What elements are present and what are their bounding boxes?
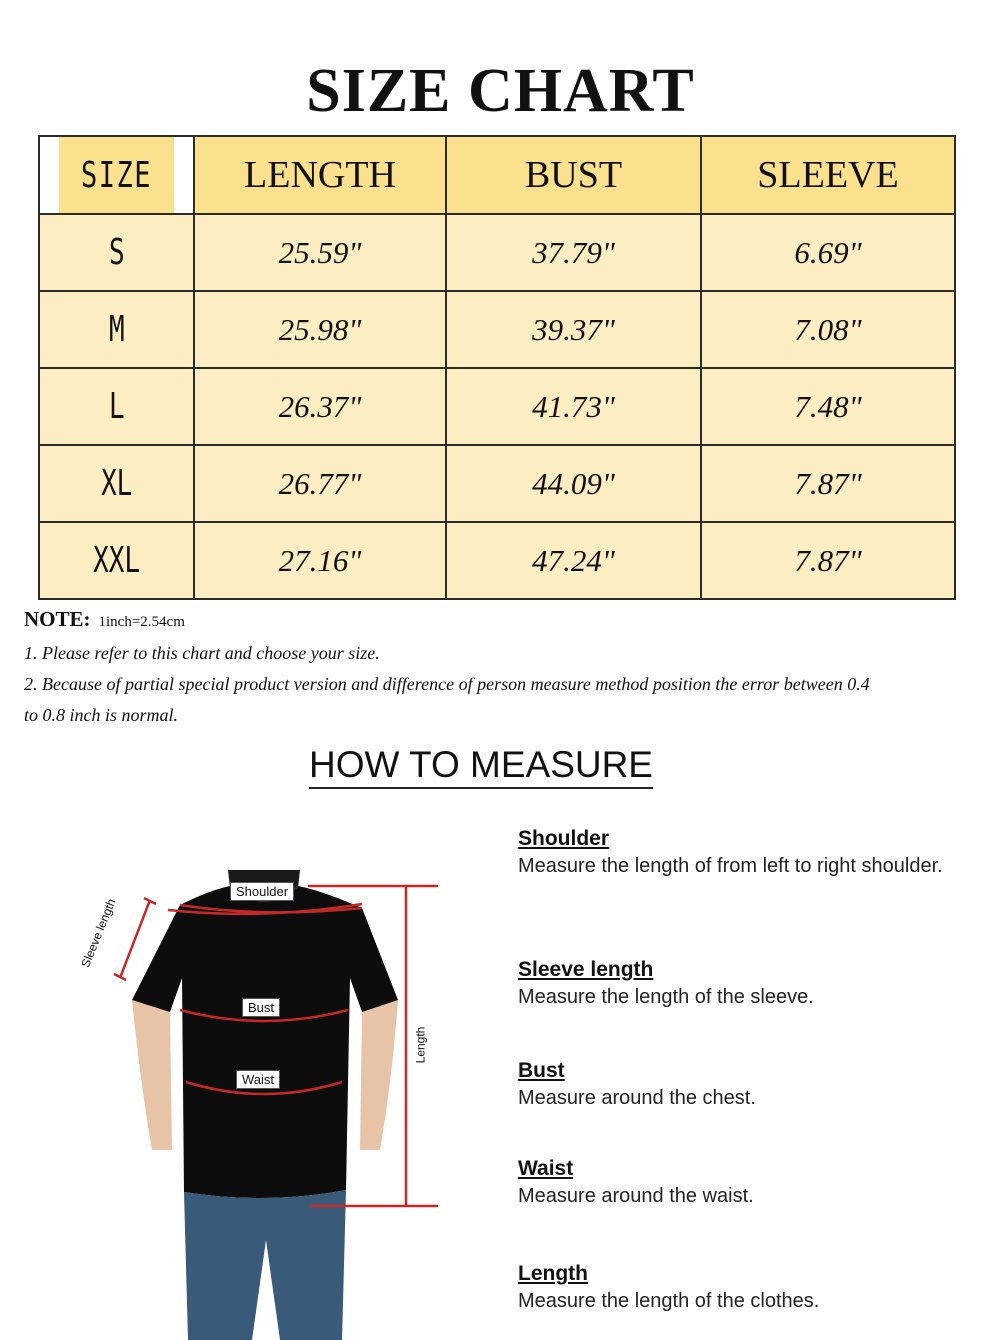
length-cell: 26.37" (194, 368, 446, 445)
definition-title: Bust (518, 1059, 565, 1082)
figure-label-bust: Bust (242, 998, 280, 1017)
definition-title: Shoulder (518, 827, 610, 850)
note-line-2: 2. Because of partial special product version and difference of person measure method position the error between 0.4 to 0.8 inch is normal. (24, 674, 870, 725)
sleeve-cell: 6.69" (701, 214, 955, 291)
bust-cell: 44.09" (446, 445, 701, 522)
definition-text: Measure the length of from left to right shoulder. (518, 855, 943, 877)
header-sleeve: SLEEVE (701, 136, 955, 214)
figure-label-shoulder: Shoulder (230, 882, 294, 901)
figure-label-waist: Waist (236, 1070, 280, 1089)
definition-sleeve-length (518, 957, 958, 1058)
table-row (39, 445, 955, 522)
header-length: LENGTH (194, 136, 446, 214)
sleeve-cell: 7.48" (701, 368, 955, 445)
definition-text: Measure around the waist. (518, 1185, 754, 1207)
bust-cell: 39.37" (446, 291, 701, 368)
length-cell: 25.98" (194, 291, 446, 368)
figure-label-sleeve: Sleeve length (78, 896, 119, 970)
sleeve-cell: 7.87" (701, 522, 955, 599)
note-unit: 1inch=2.54cm (98, 614, 185, 630)
size-cell: S (39, 214, 194, 291)
bust-cell: 47.24" (446, 522, 701, 599)
size-cell: L (39, 368, 194, 445)
note-line-1: 1. Please refer to this chart and choose your size. (24, 643, 380, 663)
note-section (24, 604, 884, 731)
tshirt-illustration (80, 860, 460, 1340)
length-cell: 26.77" (194, 445, 446, 522)
definition-title: Waist (518, 1157, 574, 1180)
size-cell: XL (39, 445, 194, 522)
size-cell: M (39, 291, 194, 368)
table-row (39, 368, 955, 445)
table-row (39, 522, 955, 599)
size-cell: XXL (39, 522, 194, 599)
table-row (39, 291, 955, 368)
bust-cell: 37.79" (446, 214, 701, 291)
length-cell: 27.16" (194, 522, 446, 599)
definition-text: Measure around the chest. (518, 1087, 756, 1109)
size-table (38, 135, 956, 600)
bust-cell: 41.73" (446, 368, 701, 445)
header-bust: BUST (446, 136, 701, 214)
definition-text: Measure the length of the sleeve. (518, 986, 814, 1008)
page-title: SIZE CHART (306, 57, 695, 125)
note-label: NOTE: (24, 607, 91, 631)
definition-title: Sleeve length (518, 958, 654, 981)
header-size: SIZE (58, 136, 174, 214)
note-heading (24, 604, 884, 638)
measure-figure (80, 860, 460, 1340)
definition-title: Length (518, 1262, 588, 1285)
sleeve-cell: 7.87" (701, 445, 955, 522)
definition-waist (518, 1156, 958, 1261)
table-header-row (39, 136, 955, 214)
measure-definitions (518, 826, 958, 1314)
table-row (39, 214, 955, 291)
sleeve-cell: 7.08" (701, 291, 955, 368)
definition-bust (518, 1058, 958, 1156)
figure-label-length: Length (413, 1026, 428, 1064)
definition-length (518, 1261, 958, 1314)
how-to-measure-title: HOW TO MEASURE (0, 744, 962, 786)
definition-text: Measure the length of the clothes. (518, 1290, 820, 1312)
definition-shoulder (518, 826, 958, 957)
length-cell: 25.59" (194, 214, 446, 291)
